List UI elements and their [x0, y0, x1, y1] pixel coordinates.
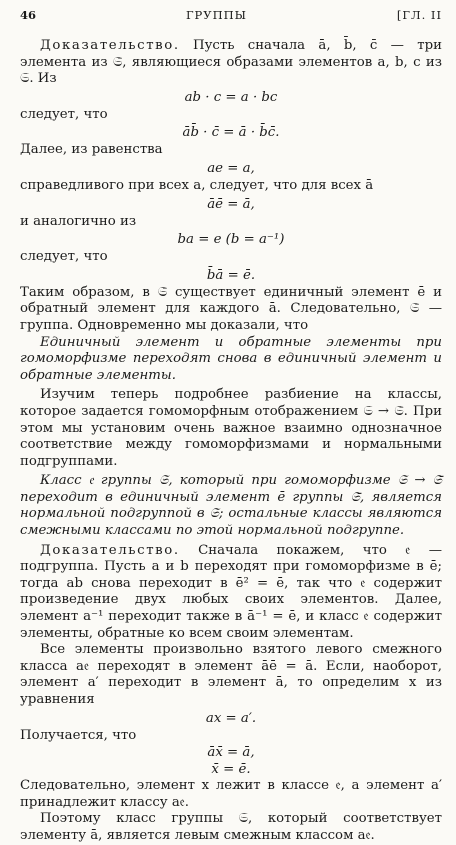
chapter-marker: [ГЛ. II	[396, 8, 442, 22]
running-header	[20, 6, 442, 24]
text-line: следует, что	[20, 249, 108, 265]
formula-image-associativity: āb̄ · c̄ = ā · b̄c̄.	[182, 125, 280, 141]
theorem-normal-subgroup: Класс 𝔢 группы 𝔖, который при гомоморфизме 𝔖 → 𝔖̄ переходит в единичный элемент ē группы 𝔖̄, является нормальной подгруппой в 𝔖; остальные классы являются смежными классами по этой нормальной подгруппе.	[20, 473, 442, 539]
proof-text: Пусть сначала ā, b̄, c̄ — три элемента из 𝔖̄, являющиеся образами элементов a, b, c из 𝔖. Из	[20, 38, 442, 87]
paragraph-cosets: Все элементы произвольно взятого левого смежного класса a𝔢 переходят в элемент āē = ā. Если, наоборот, элемент a′ переходит в элемент ā, то определим x из уравнения	[20, 642, 442, 707]
running-title: ГРУППЫ	[185, 8, 247, 22]
formula-x-identity: x̄ = ē.	[211, 762, 251, 778]
paragraph-partition: Изучим теперь подробнее разбиение на классы, которое задается гомоморфным отображением 𝔖 → 𝔖̄. При этом мы установим очень важное взаимно однозначное соответствие между гомоморфизмами и нормальными подгруппами.	[20, 387, 442, 469]
paragraph-consequence: Следовательно, элемент x лежит в классе 𝔢, а элемент a′ принадлежит классу a𝔢.	[20, 778, 442, 810]
proof-paragraph-2	[20, 543, 442, 643]
text-line: следует, что	[20, 106, 108, 122]
formula-equation: ax = a′.	[205, 710, 257, 726]
paragraph-conclusion: Таким образом, в 𝔖̄ существует единичный элемент ē и обратный элемент для каждого ā. Следовательно, 𝔖̄ — группа. Одновременно мы доказали, что	[20, 284, 442, 333]
formula-image-inverse: b̄ā = ē.	[206, 267, 256, 283]
formula-image-equation: āx̄ = ā,	[207, 745, 255, 761]
text-line: Получается, что	[20, 727, 137, 743]
formula-image-identity: āē = ā,	[207, 196, 255, 212]
paragraph-final: Поэтому класс группы 𝔖, который соответствует элементу ā, является левым смежным классом a𝔢.	[20, 811, 442, 843]
formula-identity: ae = a,	[207, 160, 255, 176]
page-number: 46	[20, 8, 37, 22]
formula-associativity: ab · c = a · bc	[184, 89, 278, 105]
text-line: Далее, из равенства	[20, 142, 163, 158]
proof-label: Доказательство.	[40, 38, 180, 53]
text-line: справедливого при всех a, следует, что для всех ā	[20, 177, 374, 193]
proof-label: Доказательство.	[40, 542, 180, 558]
proof-text: Сначала покажем, что 𝔢 — подгруппа. Пусть a и b переходят при гомоморфизме в ē; тогда ab снова переходит в ē² = ē, так что 𝔢 содержит произведение двух любых своих элементов. Далее, элемент a⁻¹ переходит также в ā⁻¹ = ē, и класс 𝔢 содержит элементы, обратные ко всем своим элементам.	[20, 542, 442, 641]
formula-inverse: ba = e (b = a⁻¹)	[177, 232, 285, 248]
proof-paragraph-1	[20, 38, 442, 88]
text-line: и аналогично из	[20, 213, 137, 229]
theorem-identity-inverse: Единичный элемент и обратные элементы при гомоморфизме переходят снова в единичный элемент и обратные элементы.	[20, 334, 442, 383]
